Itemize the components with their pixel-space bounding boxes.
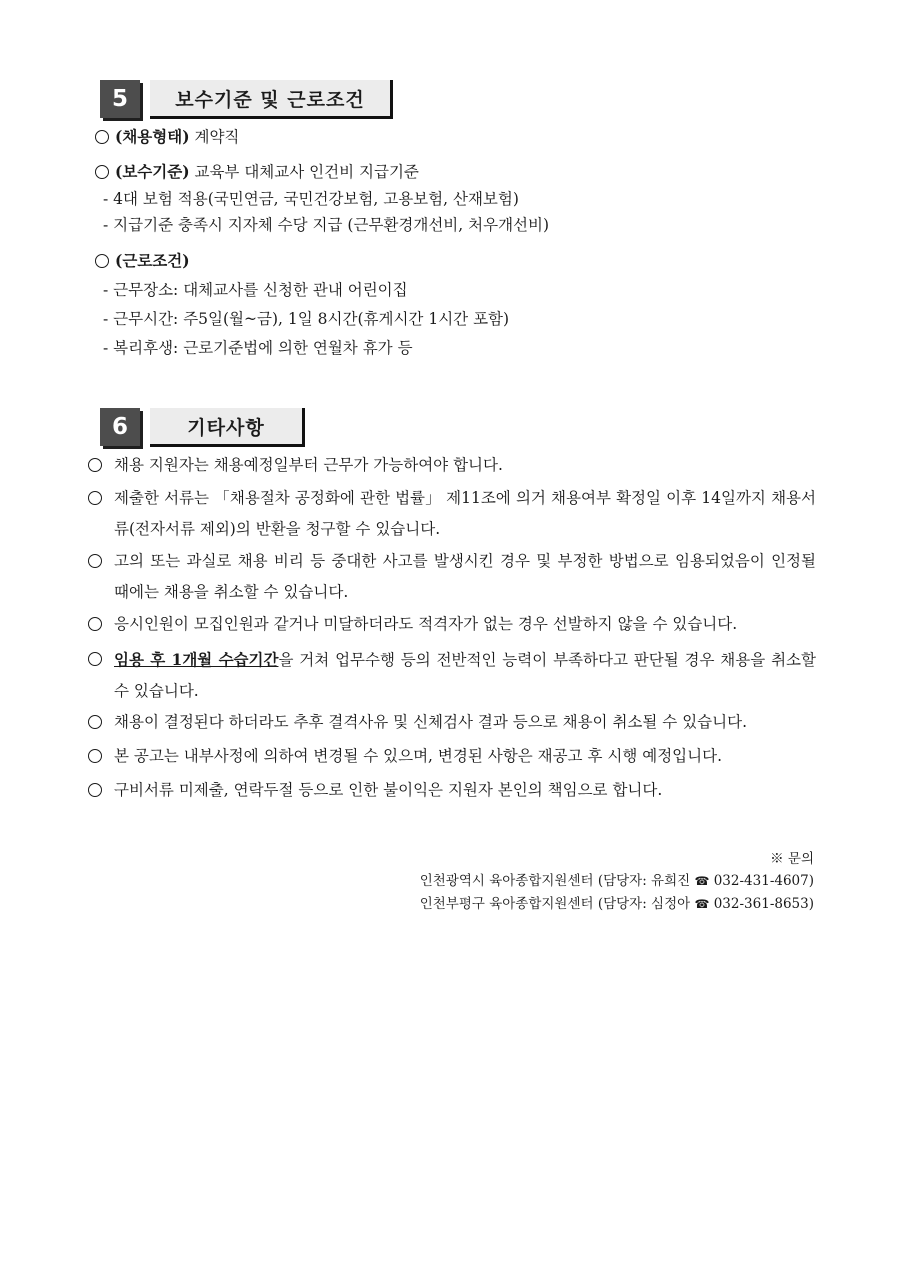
- section-6-number: 6: [100, 408, 140, 446]
- circle-bullet-icon: [88, 458, 102, 472]
- sub-item: - 지급기준 충족시 지자체 수당 지급 (근무환경개선비, 처우개선비): [103, 216, 550, 234]
- list-item: (채용형태) 계약직: [95, 126, 239, 148]
- contact-line-1: 인천광역시 육아종합지원센터 (담당자: 유희진 ☎ 032-431-4607): [419, 873, 814, 889]
- list-item: 구비서류 미제출, 연락두절 등으로 인한 불이익은 지원자 본인의 책임으로 합니다.: [88, 775, 816, 806]
- list-item: 채용이 결정된다 하더라도 추후 결격사유 및 신체검사 결과 등으로 채용이 취소될 수 있습니다.: [88, 707, 816, 738]
- sub-item: - 4대 보험 적용(국민연금, 국민건강보험, 고용보험, 산재보험): [103, 190, 519, 208]
- circle-bullet-icon: [95, 254, 109, 268]
- contact-line-2: 인천부평구 육아종합지원센터 (담당자: 심정아 ☎ 032-361-8653): [419, 896, 814, 912]
- list-item: 임용 후 1개월 수습기간을 거쳐 업무수행 등의 전반적인 능력이 부족하다고 판단될 경우 채용을 취소할 수 있습니다.: [88, 644, 816, 707]
- list-item: 채용 지원자는 채용예정일부터 근무가 가능하여야 합니다.: [88, 450, 816, 481]
- circle-bullet-icon: [88, 554, 102, 568]
- list-item: 제출한 서류는 「채용절차 공정화에 관한 법률」 제11조에 의거 채용여부 확정일 이후 14일까지 채용서류(전자서류 제외)의 반환을 청구할 수 있습니다.: [88, 483, 816, 545]
- list-item: 응시인원이 모집인원과 같거나 미달하더라도 적격자가 없는 경우 선발하지 않을 수 있습니다.: [88, 609, 816, 640]
- section-5-number: 5: [100, 80, 140, 118]
- section-6-title: 기타사항: [150, 408, 305, 447]
- circle-bullet-icon: [95, 130, 109, 144]
- circle-bullet-icon: [88, 491, 102, 505]
- probation-highlight: 임용 후 1개월 수습기간: [114, 650, 279, 669]
- section-5-header: [100, 80, 393, 119]
- section-5-title: 보수기준 및 근로조건: [150, 80, 393, 119]
- sub-item: - 근무시간: 주5일(월~금), 1일 8시간(휴게시간 1시간 포함): [103, 310, 510, 328]
- contact-heading: ※ 문의: [770, 851, 814, 867]
- circle-bullet-icon: [88, 749, 102, 763]
- phone-icon: ☎: [694, 874, 710, 888]
- list-item: (보수기준) 교육부 대체교사 인건비 지급기준: [95, 161, 419, 183]
- list-item: (근로조건): [95, 250, 190, 272]
- list-item: 고의 또는 과실로 채용 비리 등 중대한 사고를 발생시킨 경우 및 부정한 방법으로 임용되었음이 인정될 때에는 채용을 취소할 수 있습니다.: [88, 546, 816, 608]
- section-6-header: [100, 408, 305, 447]
- circle-bullet-icon: [88, 715, 102, 729]
- sub-item: - 근무장소: 대체교사를 신청한 관내 어린이집: [103, 281, 408, 299]
- circle-bullet-icon: [88, 652, 102, 666]
- circle-bullet-icon: [88, 783, 102, 797]
- phone-icon: ☎: [694, 897, 710, 911]
- sub-item: - 복리후생: 근로기준법에 의한 연월차 휴가 등: [103, 339, 413, 357]
- circle-bullet-icon: [95, 165, 109, 179]
- list-item: 본 공고는 내부사정에 의하여 변경될 수 있으며, 변경된 사항은 재공고 후 시행 예정입니다.: [88, 741, 816, 772]
- circle-bullet-icon: [88, 617, 102, 631]
